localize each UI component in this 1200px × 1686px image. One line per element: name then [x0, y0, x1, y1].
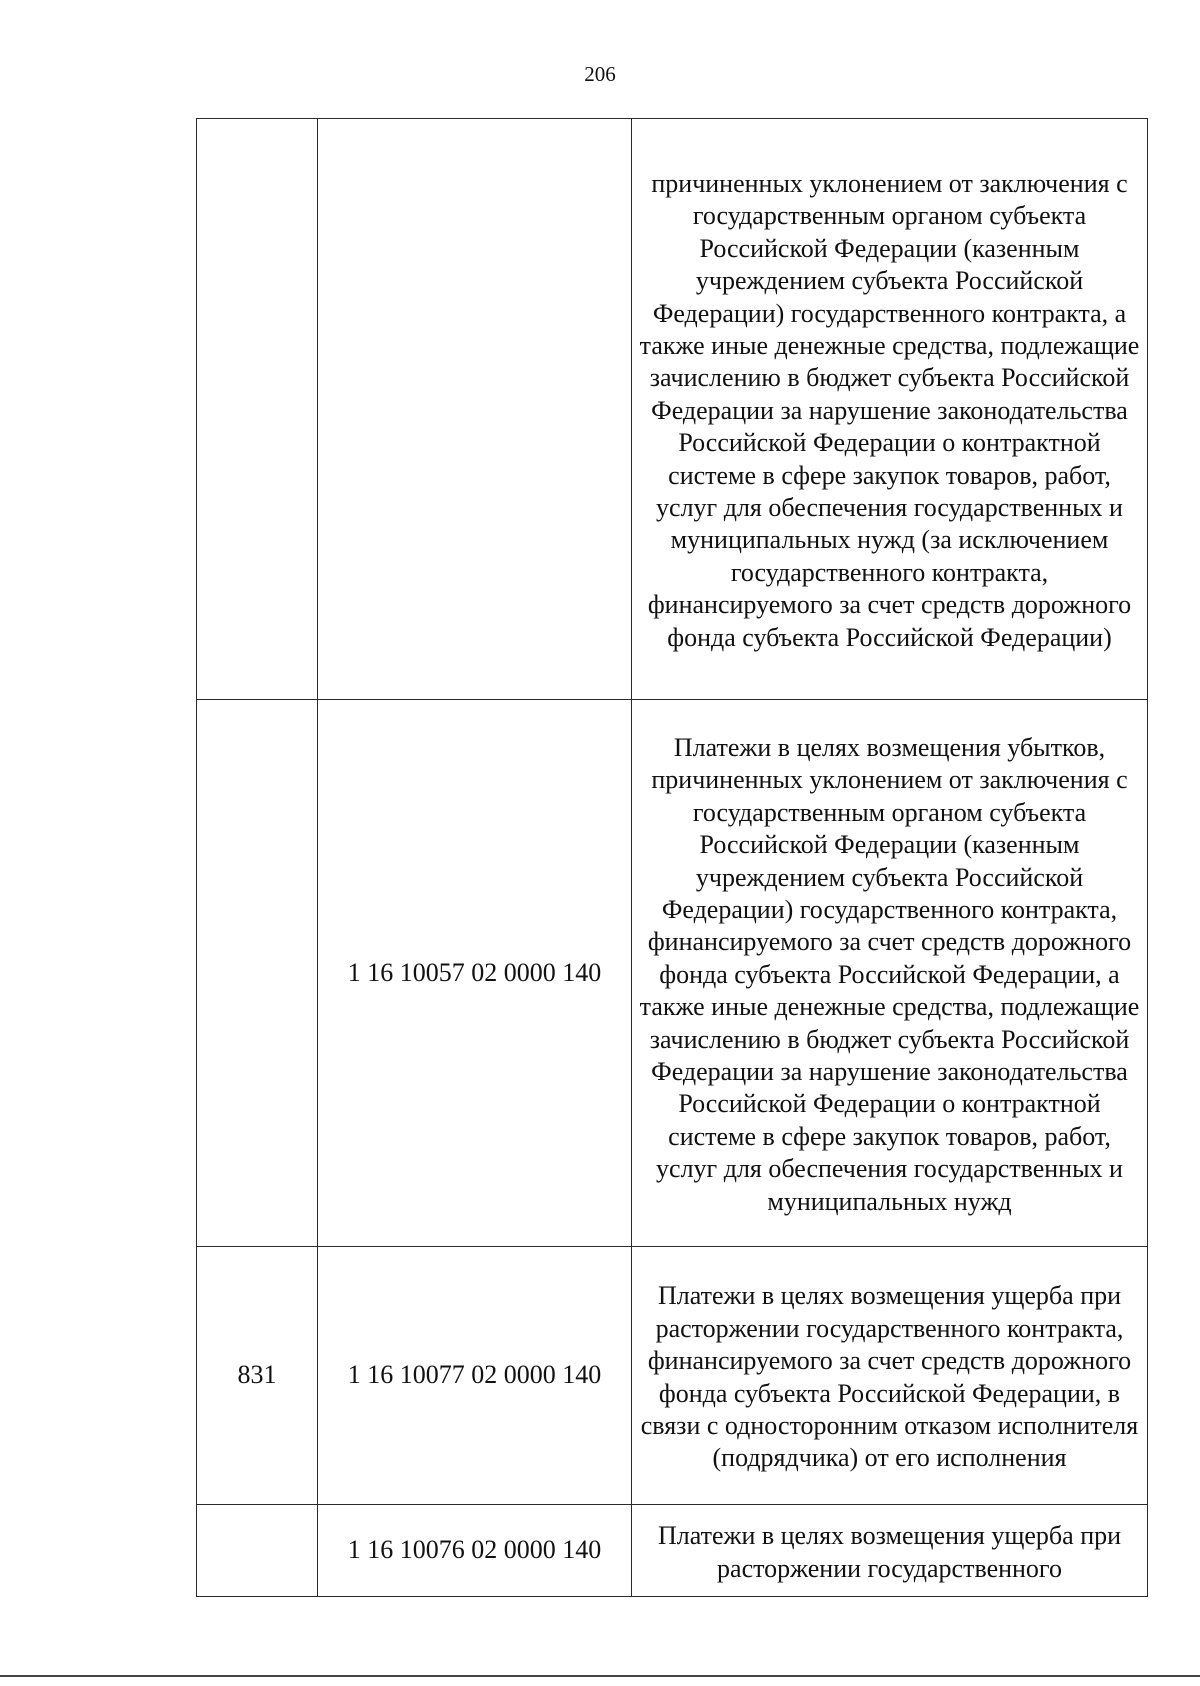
admin-code-cell [197, 700, 318, 1247]
description-cell: Платежи в целях возмещения ущерба при расторжении государственного контракта, финансируемого за счет средств дорожного фонда субъекта Российской Федерации, в связи с односторонним отказом исполнителя (подрядчика) от его исполнения [632, 1247, 1148, 1505]
admin-code-cell [197, 1505, 318, 1597]
kbk-cell: 1 16 10057 02 0000 140 [318, 700, 632, 1247]
description-cell: Платежи в целях возмещения ущерба при расторжении государственного [632, 1505, 1148, 1597]
table-row [197, 1505, 1148, 1597]
page-number: 206 [584, 62, 616, 86]
page-bottom-rule [0, 1675, 1200, 1677]
description-cell: причиненных уклонением от заключения с государственным органом субъекта Российской Федерации (казенным учреждением субъекта Российской Федерации) государственного контракта, а также иные денежные средства, подлежащие зачислению в бюджет субъекта Российской Федерации за нарушение законодательства Российской Федерации о контрактной системе в сфере закупок товаров, работ, услуг для обеспечения государственных и муниципальных нужд (за исключением государственного контракта, финансируемого за счет средств дорожного фонда субъекта Российской Федерации) [632, 119, 1148, 700]
table-row [197, 700, 1148, 1247]
admin-code-cell [197, 119, 318, 700]
table-row [197, 1247, 1148, 1505]
description-cell: Платежи в целях возмещения убытков, причиненных уклонением от заключения с государственным органом субъекта Российской Федерации (казенным учреждением субъекта Российской Федерации) государственного контракта, финансируемого за счет средств дорожного фонда субъекта Российской Федерации, а также иные денежные средства, подлежащие зачислению в бюджет субъекта Российской Федерации за нарушение законодательства Российской Федерации о контрактной системе в сфере закупок товаров, работ, услуг для обеспечения государственных и муниципальных нужд [632, 700, 1148, 1247]
kbk-cell: 1 16 10076 02 0000 140 [318, 1505, 632, 1597]
kbk-cell [318, 119, 632, 700]
table-row [197, 119, 1148, 700]
admin-code-cell: 831 [197, 1247, 318, 1505]
kbk-cell: 1 16 10077 02 0000 140 [318, 1247, 632, 1505]
budget-codes-table [196, 118, 1148, 1597]
